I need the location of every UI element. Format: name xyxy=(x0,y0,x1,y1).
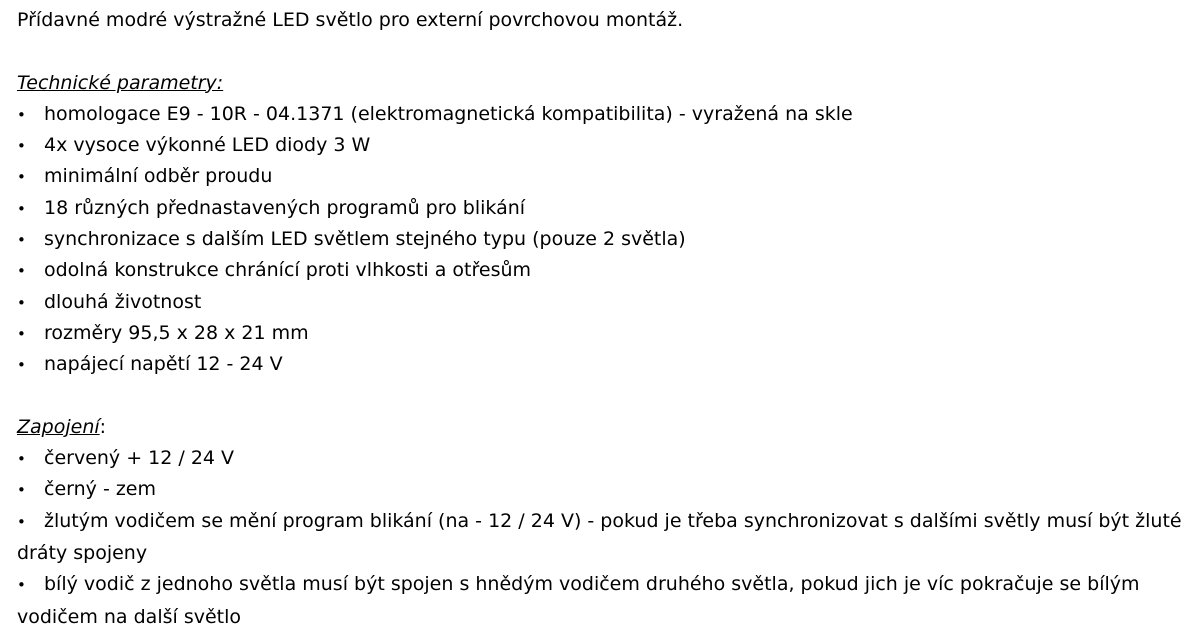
wiring-heading-text: Zapojení xyxy=(17,415,100,438)
list-item-text: černý - zem xyxy=(44,478,157,501)
bullet-icon: • xyxy=(17,231,26,250)
list-item xyxy=(17,569,1183,633)
list-item-text: odolná konstrukce chránící proti vlhkosti a otřesům xyxy=(44,259,532,282)
list-item xyxy=(17,161,1183,192)
list-item-text: žlutým vodičem se mění program blikání (na - 12 / 24 V) - pokud je třeba synchronizovat s dalšími světly musí být žluté dráty spojeny xyxy=(17,509,1182,565)
list-item xyxy=(17,506,1183,570)
bullet-icon: • xyxy=(17,262,26,281)
list-item xyxy=(17,193,1183,224)
bullet-icon: • xyxy=(17,356,26,375)
list-item-text: 18 různých přednastavených programů pro blikání xyxy=(44,196,526,219)
list-item xyxy=(17,255,1183,286)
bullet-icon: • xyxy=(17,324,26,343)
spacer xyxy=(17,381,1183,412)
list-item xyxy=(17,99,1183,130)
spacer xyxy=(17,36,1183,67)
bullet-icon: • xyxy=(17,450,26,469)
list-item xyxy=(17,349,1183,380)
tech-heading-text: Technické parametry: xyxy=(17,71,224,94)
list-item-text: červený + 12 / 24 V xyxy=(44,447,235,470)
tech-heading xyxy=(17,68,1183,99)
bullet-icon: • xyxy=(17,512,26,531)
bullet-icon: • xyxy=(17,137,26,156)
bullet-icon: • xyxy=(17,199,26,218)
list-item-text: homologace E9 - 10R - 04.1371 (elektromagnetická kompatibilita) - vyražená na skle xyxy=(44,102,853,125)
intro-text: Přídavné modré výstražné LED světlo pro externí povrchovou montáž. xyxy=(17,9,684,31)
bullet-icon: • xyxy=(17,168,26,187)
wiring-heading xyxy=(17,412,1183,443)
bullet-icon: • xyxy=(17,293,26,312)
bullet-icon: • xyxy=(17,576,26,595)
list-item xyxy=(17,130,1183,161)
list-item xyxy=(17,224,1183,255)
wiring-heading-colon: : xyxy=(99,415,107,438)
list-item-text: synchronizace s dalším LED světlem stejného typu (pouze 2 světla) xyxy=(44,228,686,251)
list-item-text: minimální odběr proudu xyxy=(44,165,273,188)
list-item xyxy=(17,443,1183,474)
list-item-text: napájecí napětí 12 - 24 V xyxy=(44,353,283,376)
list-item-text: dlouhá životnost xyxy=(44,290,202,313)
list-item xyxy=(17,318,1183,349)
list-item xyxy=(17,287,1183,318)
list-item-text: 4x vysoce výkonné LED diody 3 W xyxy=(44,134,371,157)
bullet-icon: • xyxy=(17,105,26,124)
list-item xyxy=(17,474,1183,505)
list-item-text: rozměry 95,5 x 28 x 21 mm xyxy=(44,321,309,344)
bullet-icon: • xyxy=(17,481,26,500)
list-item-text: bílý vodič z jednoho světla musí být spojen s hnědým vodičem druhého světla, pokud jich je víc pokračuje se bílým vodičem na další světlo xyxy=(17,573,1140,628)
